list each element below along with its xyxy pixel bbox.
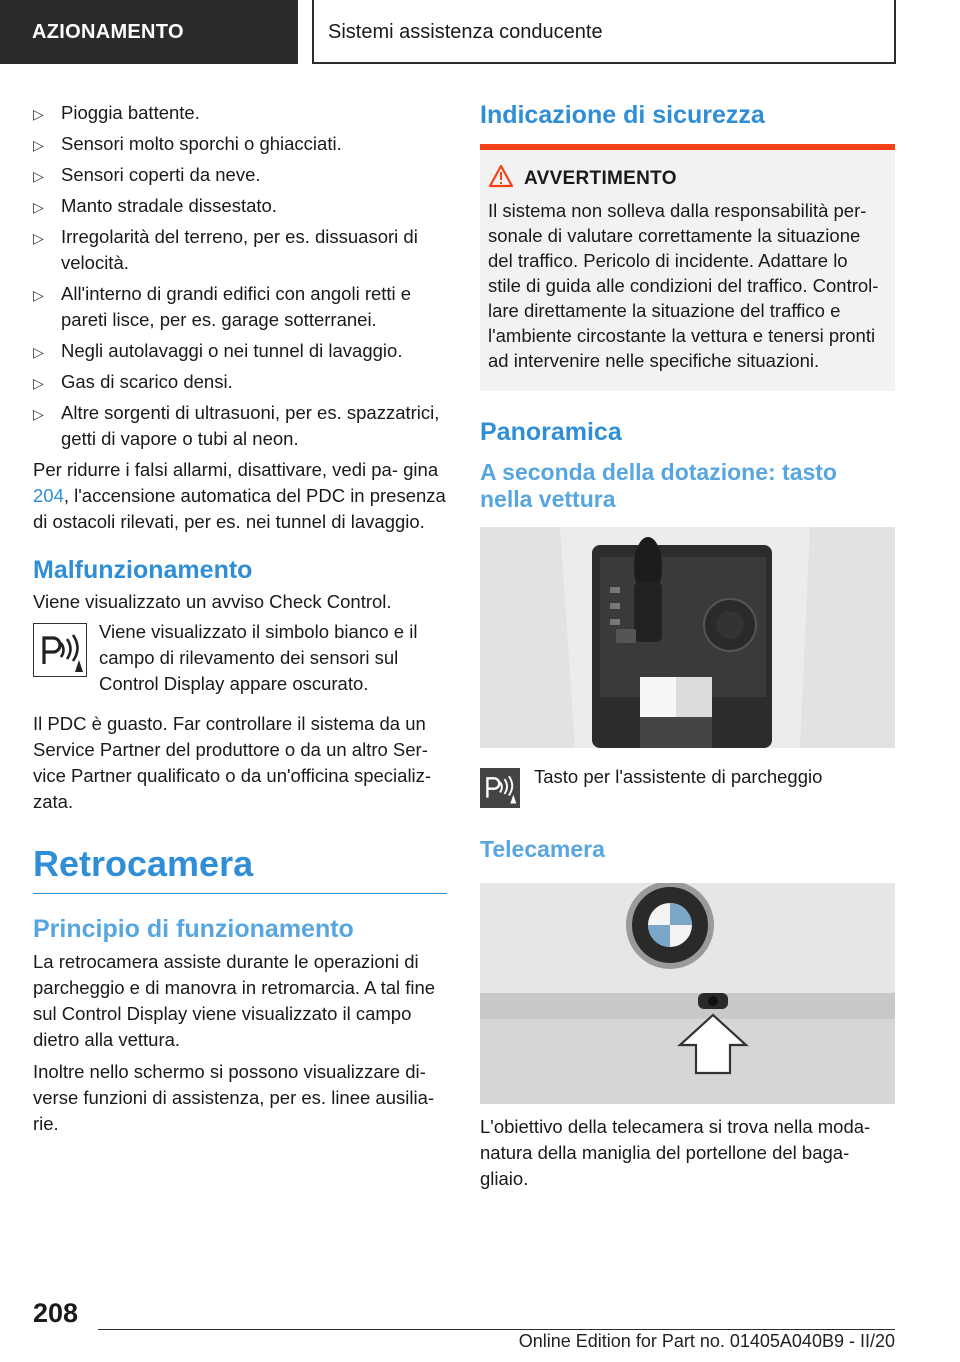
triangle-bullet-icon: ▷ bbox=[33, 287, 44, 303]
triangle-bullet-icon: ▷ bbox=[33, 168, 44, 184]
warning-triangle-icon bbox=[488, 164, 514, 188]
principle-paragraph-1: La retrocamera assiste durante le operazioni di parcheggio e di manovra in retromarcia. A tal fine sul Control Display viene visualizzato il campo dietro alla vettura. bbox=[33, 951, 436, 1050]
pdc-fault-text: Il PDC è guasto. Far controllare il sistema da un Service Partner del produttore o da un altro Ser‐ vice Partner qualificato o da un'officina specializ‐ zata. bbox=[33, 713, 432, 812]
list-item: ▷ Pioggia battente. bbox=[33, 100, 447, 126]
malfunction-heading: Malfunzionamento bbox=[33, 556, 253, 584]
rear-camera-heading: Retrocamera bbox=[33, 843, 447, 894]
camera-caption: L'obiettivo della telecamera si trova nella moda‐ natura della maniglia del portellone del baga‐ gliaio. bbox=[480, 1116, 871, 1189]
pdc-symbol-row bbox=[33, 623, 447, 697]
park-assist-caption: Tasto per l'assistente di parcheggio bbox=[534, 766, 823, 787]
warning-text: Il sistema non solleva dalla responsabilità per‐ sonale di valutare correttamente la situazione del traffico. Pericolo di incidente. Adattare lo stile di guida alle condizioni del traffico. Control‐ lare direttamente la situazione del traffico e l'ambiente circostante la vettura e tenersi pronti ad intervenire nelle specifiche situazioni. bbox=[488, 200, 879, 371]
pdc-sensor-icon bbox=[33, 623, 87, 677]
triangle-bullet-icon: ▷ bbox=[33, 375, 44, 391]
principle-paragraph-2: Inoltre nello schermo si possono visualizzare di‐ verse funzioni di assistenza, per es. linee ausilia‐ rie. bbox=[33, 1061, 435, 1134]
button-location-heading: A seconda della dotazione: tasto nella vettura bbox=[480, 459, 837, 512]
triangle-bullet-icon: ▷ bbox=[33, 344, 44, 360]
triangle-bullet-icon: ▷ bbox=[33, 230, 44, 246]
list-item: ▷ Negli autolavaggi o nei tunnel di lavaggio. bbox=[33, 338, 447, 364]
page-header bbox=[0, 0, 960, 64]
edition-text: Online Edition for Part no. 01405A040B9 - II/20 bbox=[518, 1331, 895, 1351]
right-column bbox=[480, 100, 895, 1198]
list-item: ▷ Manto stradale dissestato. bbox=[33, 193, 447, 219]
triangle-bullet-icon: ▷ bbox=[33, 406, 44, 422]
limitations-list bbox=[33, 100, 447, 452]
page-number: 208 bbox=[33, 1298, 79, 1328]
section-tab: AZIONAMENTO bbox=[0, 0, 298, 64]
false-alarm-paragraph: Per ridurre i falsi allarmi, disattivare, vedi pa‐ gina 204, l'accensione automatica del PDC in presenza di ostacoli rilevati, per es. nei tunnel di lavaggio. bbox=[33, 459, 446, 532]
list-item: ▷ Sensori molto sporchi o ghiacciati. bbox=[33, 131, 447, 157]
footer-divider bbox=[98, 1329, 895, 1330]
list-item: ▷ Gas di scarico densi. bbox=[33, 369, 447, 395]
center-console-photo bbox=[480, 527, 895, 748]
park-assist-button-icon bbox=[480, 768, 520, 808]
warning-title: AVVERTIMENTO bbox=[524, 168, 885, 190]
list-item: ▷ Sensori coperti da neve. bbox=[33, 162, 447, 188]
rear-camera-photo bbox=[480, 883, 895, 1104]
warning-box bbox=[480, 144, 895, 391]
chapter-title: Sistemi assistenza conducente bbox=[312, 0, 896, 64]
page-reference-link[interactable]: 204 bbox=[33, 485, 64, 506]
malfunction-text: Viene visualizzato un avviso Check Control. bbox=[33, 591, 392, 612]
park-assist-button-row bbox=[480, 768, 895, 808]
left-column bbox=[33, 100, 447, 1143]
list-item: ▷ Irregolarità del terreno, per es. dissuasori di velocità. bbox=[33, 226, 418, 273]
list-item: ▷ Altre sorgenti di ultrasuoni, per es. spazzatrici, getti di vapore o tubi al neon. bbox=[33, 402, 440, 449]
safety-heading: Indicazione di sicurezza bbox=[480, 101, 765, 129]
triangle-bullet-icon: ▷ bbox=[33, 137, 44, 153]
principle-heading: Principio di funzionamento bbox=[33, 915, 354, 943]
list-item: ▷ All'interno di grandi edifici con angoli retti e pareti lisce, per es. garage sotterranei. bbox=[33, 283, 412, 330]
camera-heading: Telecamera bbox=[480, 836, 605, 862]
pdc-symbol-caption: Viene visualizzato il simbolo bianco e il campo di rilevamento dei sensori sul Control Display appare oscurato. bbox=[99, 621, 418, 694]
overview-heading: Panoramica bbox=[480, 418, 622, 446]
triangle-bullet-icon: ▷ bbox=[33, 106, 44, 122]
triangle-bullet-icon: ▷ bbox=[33, 199, 44, 215]
